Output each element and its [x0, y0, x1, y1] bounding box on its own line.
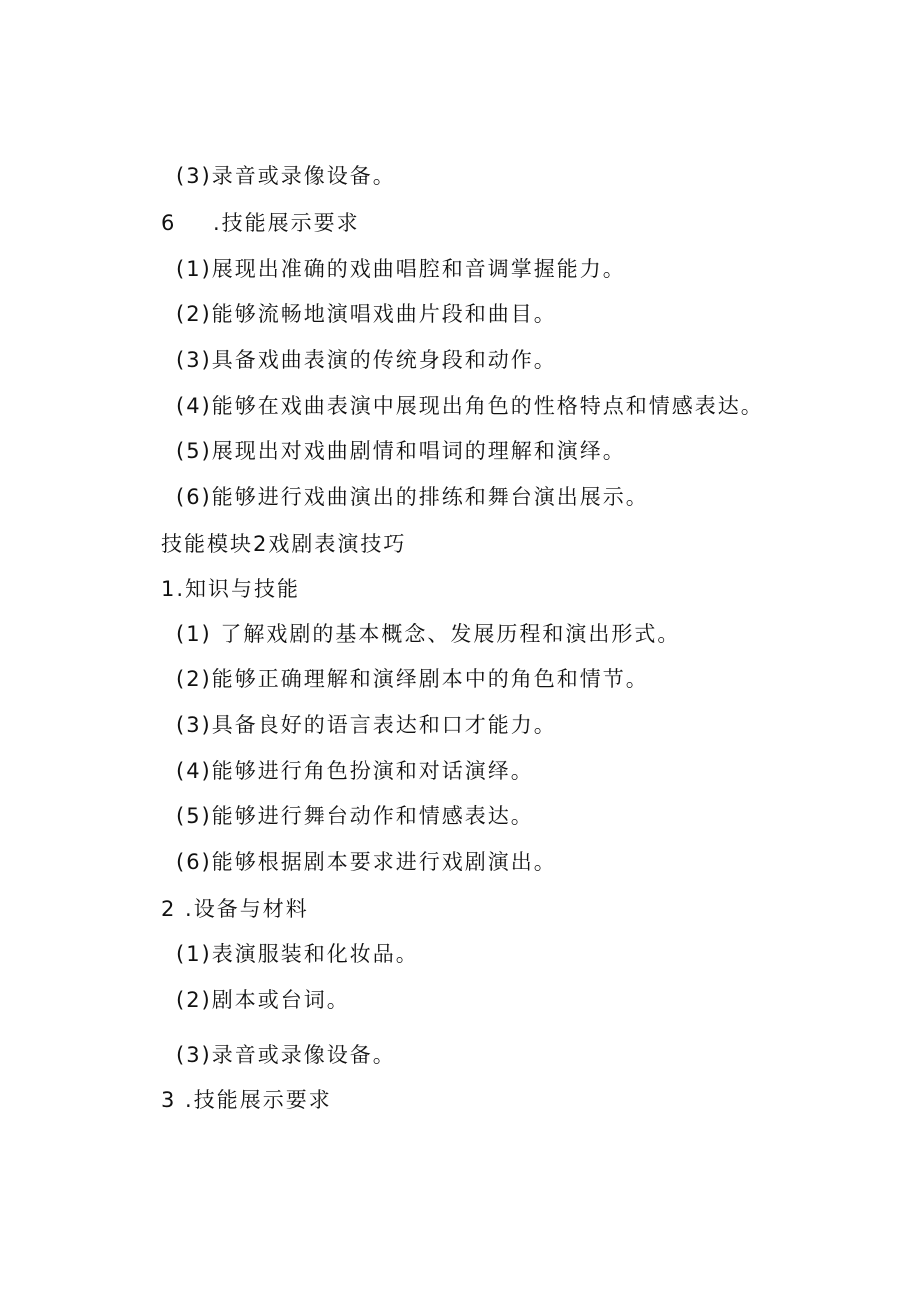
list-item: (4)能够进行角色扮演和对话演绎。 — [176, 759, 534, 783]
list-item: (3)具备戏曲表演的传统身段和动作。 — [176, 348, 557, 372]
list-item: (1)展现出准确的戏曲唱腔和音调掌握能力。 — [176, 257, 626, 281]
list-item: (6)能够根据剧本要求进行戏剧演出。 — [176, 850, 557, 874]
list-item: (2)能够流畅地演唱戏曲片段和曲目。 — [176, 302, 557, 326]
list-item: (1) 了解戏剧的基本概念、发展历程和演出形式。 — [176, 622, 681, 646]
list-item: (5)能够进行舞台动作和情感表达。 — [176, 804, 534, 828]
list-item: (2)剧本或台词。 — [176, 988, 350, 1012]
module-heading: 技能模块2戏剧表演技巧 — [161, 532, 407, 556]
list-item: (3)具备良好的语言表达和口才能力。 — [176, 713, 557, 737]
list-item: (5)展现出对戏曲剧情和唱词的理解和演绎。 — [176, 439, 626, 463]
list-item: (3)录音或录像设备。 — [176, 1043, 396, 1067]
section-heading: .技能展示要求 — [213, 211, 360, 235]
list-item: (1)表演服装和化妆品。 — [176, 942, 419, 966]
list-item: (2)能够正确理解和演绎剧本中的角色和情节。 — [176, 667, 649, 691]
section-heading: 2 .设备与材料 — [161, 897, 309, 921]
section-heading: 1.知识与技能 — [161, 577, 301, 601]
list-item: (4)能够在戏曲表演中展现出角色的性格特点和情感表达。 — [176, 394, 764, 418]
list-item: (6)能够进行戏曲演出的排练和舞台演出展示。 — [176, 485, 649, 509]
section-heading: 3 .技能展示要求 — [161, 1088, 332, 1112]
section-number: 6 — [161, 211, 177, 235]
list-item: (3)录音或录像设备。 — [176, 164, 396, 188]
